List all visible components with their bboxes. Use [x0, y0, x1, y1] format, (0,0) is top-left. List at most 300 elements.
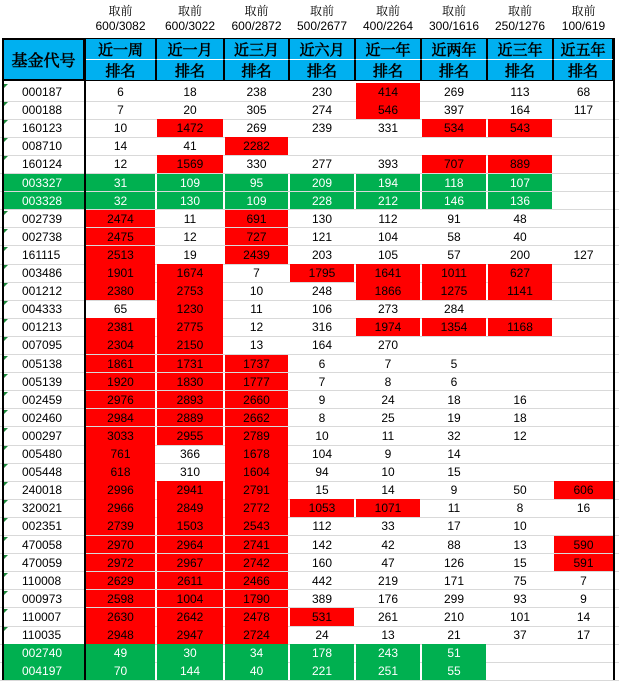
rank-cell[interactable]: 48 — [513, 211, 527, 226]
rank-cell[interactable] — [488, 300, 552, 318]
rank-cell[interactable] — [554, 300, 613, 318]
rank-cell[interactable]: 691 — [225, 210, 288, 228]
rank-cell[interactable]: 3033 — [86, 427, 155, 445]
rank-cell[interactable]: 238 — [246, 85, 267, 99]
rank-cell[interactable]: 113 — [510, 85, 530, 99]
rank-cell[interactable]: 41 — [183, 139, 197, 154]
rank-cell[interactable]: 2475 — [86, 228, 155, 246]
rank-cell[interactable]: 1901 — [86, 264, 155, 282]
rank-cell[interactable]: 126 — [443, 555, 465, 570]
rank-cell[interactable]: 305 — [246, 103, 267, 118]
table-row[interactable] — [0, 137, 619, 155]
rank-cell[interactable]: 2966 — [86, 499, 155, 517]
table-row[interactable] — [0, 318, 619, 336]
rank-cell[interactable]: 284 — [443, 302, 465, 317]
rank-cell[interactable]: 1503 — [157, 517, 223, 535]
rank-cell[interactable]: 618 — [86, 463, 155, 481]
rank-cell[interactable]: 1731 — [157, 355, 223, 373]
rank-cell[interactable]: 2972 — [86, 554, 155, 572]
rank-cell[interactable]: 32 — [447, 428, 461, 443]
rank-cell[interactable]: 2753 — [157, 282, 223, 300]
rank-cell[interactable]: 414 — [356, 83, 420, 101]
rank-cell[interactable]: 12 — [113, 157, 128, 172]
table-row[interactable] — [0, 264, 619, 282]
rank-cell[interactable]: 14 — [381, 483, 395, 498]
rank-cell[interactable]: 176 — [377, 591, 399, 606]
rank-cell[interactable]: 112 — [312, 519, 332, 534]
rank-cell[interactable]: 2742 — [225, 554, 288, 572]
rank-cell[interactable]: 7 — [253, 266, 260, 280]
rank-cell[interactable] — [554, 391, 613, 409]
rank-cell[interactable]: 106 — [311, 302, 333, 317]
header-period[interactable]: 近一月 — [156, 38, 224, 60]
table-row[interactable] — [0, 409, 619, 427]
rank-cell[interactable]: 19 — [183, 247, 197, 262]
rank-cell[interactable]: 1795 — [290, 264, 354, 282]
table-row[interactable] — [0, 119, 619, 137]
rank-cell[interactable] — [554, 644, 613, 662]
rank-cell[interactable]: 16 — [513, 392, 527, 407]
rank-cell[interactable]: 2964 — [157, 536, 223, 554]
rank-cell[interactable]: 95 — [225, 174, 288, 192]
rank-cell[interactable]: 591 — [554, 554, 613, 572]
rank-cell[interactable]: 10 — [113, 121, 128, 136]
rank-cell[interactable]: 228 — [290, 192, 354, 210]
rank-cell[interactable]: 2642 — [157, 608, 223, 626]
rank-cell[interactable]: 6 — [318, 356, 326, 371]
rank-cell[interactable]: 33 — [381, 519, 395, 534]
rank-cell[interactable]: 2150 — [157, 336, 223, 354]
rank-cell[interactable]: 2598 — [86, 590, 155, 608]
rank-cell[interactable] — [422, 336, 486, 354]
rank-cell[interactable]: 2948 — [86, 626, 155, 644]
rank-cell[interactable]: 11 — [447, 501, 461, 516]
rank-cell[interactable]: 1974 — [356, 318, 420, 336]
rank-cell[interactable] — [554, 210, 613, 228]
rank-cell[interactable]: 34 — [225, 644, 288, 662]
rank-cell[interactable]: 51 — [422, 644, 486, 662]
rank-cell[interactable]: 14 — [576, 609, 591, 624]
rank-cell[interactable]: 2791 — [225, 481, 288, 499]
rank-cell[interactable] — [554, 336, 613, 354]
rank-cell[interactable] — [554, 228, 613, 246]
rank-cell[interactable]: 1861 — [86, 355, 155, 373]
table-row[interactable] — [0, 336, 619, 354]
table-row[interactable] — [0, 572, 619, 590]
rank-cell[interactable]: 2996 — [86, 481, 155, 499]
rank-cell[interactable]: 57 — [447, 247, 461, 262]
rank-cell[interactable] — [488, 355, 552, 373]
table-row[interactable] — [0, 662, 619, 680]
rank-cell[interactable]: 8 — [516, 501, 524, 516]
rank-cell[interactable]: 627 — [488, 264, 552, 282]
rank-cell[interactable] — [554, 463, 613, 481]
rank-cell[interactable]: 270 — [377, 338, 399, 353]
rank-cell[interactable]: 10 — [315, 428, 329, 443]
rank-cell[interactable]: 107 — [488, 174, 552, 192]
rank-cell[interactable]: 10 — [249, 284, 264, 299]
rank-cell[interactable]: 2304 — [86, 336, 155, 354]
rank-cell[interactable]: 1472 — [157, 119, 223, 137]
rank-cell[interactable] — [356, 137, 420, 155]
rank-cell[interactable]: 14 — [113, 139, 128, 154]
rank-cell[interactable]: 707 — [422, 155, 486, 173]
rank-cell[interactable] — [554, 517, 613, 535]
rank-cell[interactable]: 42 — [381, 537, 395, 552]
rank-cell[interactable]: 2724 — [225, 626, 288, 644]
rank-cell[interactable]: 269 — [443, 85, 465, 99]
rank-cell[interactable]: 2849 — [157, 499, 223, 517]
rank-cell[interactable]: 2893 — [157, 391, 223, 409]
rank-cell[interactable]: 30 — [157, 644, 223, 662]
rank-cell[interactable]: 88 — [447, 537, 461, 552]
rank-cell[interactable]: 70 — [86, 662, 155, 680]
rank-cell[interactable]: 1641 — [356, 264, 420, 282]
rank-cell[interactable]: 274 — [311, 103, 333, 118]
rank-cell[interactable]: 1678 — [225, 445, 288, 463]
rank-cell[interactable]: 889 — [488, 155, 552, 173]
rank-cell[interactable]: 117 — [573, 103, 594, 118]
table-row[interactable] — [0, 155, 619, 173]
rank-cell[interactable]: 6 — [450, 374, 458, 389]
rank-cell[interactable]: 91 — [447, 211, 461, 226]
table-row[interactable] — [0, 83, 619, 101]
table-row[interactable] — [0, 174, 619, 192]
rank-cell[interactable]: 37 — [513, 628, 527, 642]
rank-cell[interactable] — [488, 137, 552, 155]
rank-cell[interactable]: 7 — [117, 103, 124, 118]
rank-cell[interactable]: 104 — [311, 447, 333, 461]
rank-cell[interactable]: 389 — [311, 591, 333, 606]
rank-cell[interactable]: 219 — [377, 573, 399, 588]
rank-cell[interactable]: 160 — [311, 555, 333, 570]
header-period[interactable]: 近一周 — [85, 38, 156, 60]
rank-cell[interactable]: 2513 — [86, 246, 155, 264]
table-row[interactable] — [0, 192, 619, 210]
rank-cell[interactable]: 49 — [86, 644, 155, 662]
rank-cell[interactable]: 2970 — [86, 536, 155, 554]
rank-cell[interactable]: 12 — [249, 320, 264, 335]
rank-cell[interactable]: 727 — [225, 228, 288, 246]
rank-cell[interactable] — [554, 137, 613, 155]
rank-cell[interactable]: 94 — [315, 465, 329, 480]
rank-cell[interactable]: 15 — [315, 483, 329, 498]
table-row[interactable] — [0, 445, 619, 463]
rank-cell[interactable]: 8 — [384, 374, 392, 389]
rank-cell[interactable]: 310 — [179, 465, 201, 480]
rank-cell[interactable]: 366 — [179, 447, 201, 461]
rank-cell[interactable]: 1737 — [225, 355, 288, 373]
rank-cell[interactable]: 13 — [513, 537, 527, 552]
rank-cell[interactable]: 10 — [381, 465, 395, 480]
rank-cell[interactable] — [488, 445, 552, 463]
table-row[interactable] — [0, 463, 619, 481]
rank-cell[interactable]: 18 — [513, 410, 527, 425]
rank-cell[interactable] — [554, 427, 613, 445]
rank-cell[interactable] — [422, 137, 486, 155]
rank-cell[interactable]: 9 — [318, 392, 326, 407]
rank-cell[interactable]: 171 — [443, 573, 465, 588]
rank-cell[interactable]: 2955 — [157, 427, 223, 445]
rank-cell[interactable]: 11 — [381, 428, 395, 443]
rank-cell[interactable]: 18 — [447, 392, 461, 407]
rank-cell[interactable]: 1141 — [488, 282, 552, 300]
rank-cell[interactable]: 2282 — [225, 137, 288, 155]
rank-cell[interactable]: 2947 — [157, 626, 223, 644]
rank-cell[interactable]: 243 — [356, 644, 420, 662]
rank-cell[interactable]: 534 — [422, 119, 486, 137]
rank-cell[interactable]: 17 — [576, 628, 591, 642]
rank-cell[interactable]: 1604 — [225, 463, 288, 481]
rank-cell[interactable]: 2381 — [86, 318, 155, 336]
table-row[interactable] — [0, 427, 619, 445]
rank-cell[interactable]: 112 — [378, 211, 398, 226]
table-row[interactable] — [0, 282, 619, 300]
header-period[interactable]: 近三月 — [224, 38, 289, 60]
rank-cell[interactable] — [488, 644, 552, 662]
rank-cell[interactable]: 761 — [86, 445, 155, 463]
rank-cell[interactable]: 65 — [113, 302, 128, 317]
rank-cell[interactable]: 12 — [183, 229, 197, 244]
rank-cell[interactable]: 40 — [513, 229, 527, 244]
rank-cell[interactable]: 2474 — [86, 210, 155, 228]
rank-cell[interactable] — [554, 119, 613, 137]
table-row[interactable] — [0, 210, 619, 228]
rank-cell[interactable]: 55 — [422, 662, 486, 680]
table-row[interactable] — [0, 101, 619, 119]
rank-cell[interactable]: 2380 — [86, 282, 155, 300]
rank-cell[interactable] — [554, 264, 613, 282]
rank-cell[interactable]: 31 — [86, 174, 155, 192]
rank-cell[interactable]: 164 — [509, 103, 531, 118]
rank-cell[interactable]: 590 — [554, 536, 613, 554]
rank-cell[interactable]: 1790 — [225, 590, 288, 608]
rank-cell[interactable]: 277 — [311, 157, 333, 172]
table-row[interactable] — [0, 608, 619, 626]
rank-cell[interactable]: 1004 — [157, 590, 223, 608]
rank-cell[interactable] — [290, 137, 354, 155]
rank-cell[interactable]: 68 — [576, 85, 591, 99]
rank-cell[interactable]: 6 — [117, 85, 124, 99]
rank-cell[interactable]: 16 — [576, 501, 591, 516]
rank-cell[interactable]: 212 — [356, 192, 420, 210]
rank-cell[interactable]: 7 — [318, 374, 326, 389]
table-row[interactable] — [0, 644, 619, 662]
rank-cell[interactable]: 299 — [443, 591, 465, 606]
rank-cell[interactable]: 248 — [311, 284, 333, 299]
table-row[interactable] — [0, 355, 619, 373]
rank-cell[interactable] — [554, 409, 613, 427]
rank-cell[interactable]: 543 — [488, 119, 552, 137]
rank-cell[interactable] — [554, 445, 613, 463]
rank-cell[interactable]: 8 — [318, 410, 326, 425]
rank-cell[interactable]: 130 — [157, 192, 223, 210]
table-row[interactable] — [0, 499, 619, 517]
rank-cell[interactable]: 209 — [290, 174, 354, 192]
rank-cell[interactable]: 2439 — [225, 246, 288, 264]
rank-cell[interactable]: 40 — [225, 662, 288, 680]
table-row[interactable] — [0, 517, 619, 535]
rank-cell[interactable]: 1920 — [86, 373, 155, 391]
header-period[interactable]: 近六月 — [289, 38, 355, 60]
rank-cell[interactable]: 2967 — [157, 554, 223, 572]
rank-cell[interactable]: 17 — [447, 519, 461, 534]
rank-cell[interactable]: 442 — [311, 573, 333, 588]
rank-cell[interactable]: 531 — [290, 608, 354, 626]
rank-cell[interactable] — [488, 662, 552, 680]
rank-cell[interactable]: 9 — [450, 483, 458, 498]
rank-cell[interactable]: 15 — [513, 555, 527, 570]
rank-cell[interactable]: 2976 — [86, 391, 155, 409]
rank-cell[interactable]: 7 — [384, 356, 392, 371]
rank-cell[interactable] — [554, 373, 613, 391]
rank-cell[interactable]: 273 — [377, 302, 399, 317]
rank-cell[interactable]: 1168 — [488, 318, 552, 336]
rank-cell[interactable]: 1275 — [422, 282, 486, 300]
rank-cell[interactable] — [554, 282, 613, 300]
rank-cell[interactable]: 13 — [381, 628, 395, 642]
rank-cell[interactable]: 14 — [447, 447, 461, 461]
rank-cell[interactable] — [554, 155, 613, 173]
rank-cell[interactable]: 1053 — [290, 499, 354, 517]
rank-cell[interactable] — [554, 662, 613, 680]
rank-cell[interactable]: 1011 — [422, 264, 486, 282]
rank-cell[interactable]: 10 — [513, 519, 527, 534]
rank-cell[interactable]: 2775 — [157, 318, 223, 336]
rank-cell[interactable]: 164 — [311, 338, 333, 353]
rank-cell[interactable]: 1354 — [422, 318, 486, 336]
rank-cell[interactable]: 2984 — [86, 409, 155, 427]
rank-cell[interactable]: 15 — [447, 465, 461, 480]
rank-cell[interactable]: 261 — [377, 609, 399, 624]
table-row[interactable] — [0, 554, 619, 572]
rank-cell[interactable]: 104 — [377, 229, 399, 244]
rank-cell[interactable]: 239 — [311, 121, 333, 136]
rank-cell[interactable]: 75 — [513, 573, 527, 588]
rank-cell[interactable]: 393 — [377, 157, 399, 172]
rank-cell[interactable]: 9 — [580, 591, 587, 606]
rank-cell[interactable]: 2741 — [225, 536, 288, 554]
rank-cell[interactable] — [554, 192, 613, 210]
rank-cell[interactable]: 20 — [183, 103, 197, 118]
table-row[interactable] — [0, 536, 619, 554]
rank-cell[interactable]: 2739 — [86, 517, 155, 535]
rank-cell[interactable]: 13 — [249, 338, 264, 353]
rank-cell[interactable]: 21 — [447, 628, 461, 642]
rank-cell[interactable]: 146 — [422, 192, 486, 210]
rank-cell[interactable]: 1230 — [157, 300, 223, 318]
table-row[interactable] — [0, 228, 619, 246]
table-row[interactable] — [0, 481, 619, 499]
rank-cell[interactable]: 127 — [573, 247, 594, 262]
table-row[interactable] — [0, 246, 619, 264]
rank-cell[interactable]: 606 — [554, 481, 613, 499]
rank-cell[interactable]: 1777 — [225, 373, 288, 391]
table-row[interactable] — [0, 626, 619, 644]
rank-cell[interactable]: 11 — [250, 302, 263, 317]
rank-cell[interactable]: 50 — [513, 483, 527, 498]
rank-cell[interactable]: 2662 — [225, 409, 288, 427]
rank-cell[interactable]: 2478 — [225, 608, 288, 626]
rank-cell[interactable]: 1569 — [157, 155, 223, 173]
rank-cell[interactable]: 2660 — [225, 391, 288, 409]
rank-cell[interactable]: 1071 — [356, 499, 420, 517]
table-row[interactable] — [0, 300, 619, 318]
rank-cell[interactable]: 331 — [377, 121, 399, 136]
rank-cell[interactable]: 194 — [356, 174, 420, 192]
rank-cell[interactable]: 1830 — [157, 373, 223, 391]
rank-cell[interactable]: 130 — [311, 211, 333, 226]
rank-cell[interactable]: 316 — [311, 320, 333, 335]
rank-cell[interactable]: 200 — [509, 247, 531, 262]
rank-cell[interactable]: 9 — [384, 447, 392, 461]
rank-cell[interactable]: 251 — [356, 662, 420, 680]
rank-cell[interactable]: 2611 — [157, 572, 223, 590]
rank-cell[interactable]: 2772 — [225, 499, 288, 517]
header-period[interactable]: 近三年 — [487, 38, 553, 60]
rank-cell[interactable]: 203 — [311, 247, 333, 262]
rank-cell[interactable]: 101 — [509, 609, 531, 624]
rank-cell[interactable]: 58 — [447, 229, 461, 244]
rank-cell[interactable]: 24 — [315, 628, 329, 642]
table-row[interactable] — [0, 590, 619, 608]
rank-cell[interactable]: 2630 — [86, 608, 155, 626]
rank-cell[interactable] — [488, 463, 552, 481]
rank-cell[interactable]: 18 — [183, 85, 197, 99]
rank-cell[interactable]: 12 — [513, 428, 527, 443]
rank-cell[interactable]: 25 — [381, 410, 395, 425]
table-row[interactable] — [0, 391, 619, 409]
rank-cell[interactable]: 5 — [450, 356, 458, 371]
rank-cell[interactable]: 109 — [157, 174, 223, 192]
rank-cell[interactable]: 7 — [580, 573, 587, 588]
rank-cell[interactable]: 230 — [311, 85, 333, 99]
rank-cell[interactable]: 32 — [86, 192, 155, 210]
rank-cell[interactable]: 330 — [246, 157, 267, 172]
rank-cell[interactable]: 105 — [377, 247, 399, 262]
rank-cell[interactable]: 2466 — [225, 572, 288, 590]
table-row[interactable] — [0, 373, 619, 391]
rank-cell[interactable]: 121 — [311, 229, 333, 244]
rank-cell[interactable]: 109 — [225, 192, 288, 210]
rank-cell[interactable]: 221 — [290, 662, 354, 680]
header-period[interactable]: 近一年 — [355, 38, 421, 60]
rank-cell[interactable]: 2789 — [225, 427, 288, 445]
rank-cell[interactable]: 1674 — [157, 264, 223, 282]
rank-cell[interactable]: 269 — [246, 121, 267, 136]
rank-cell[interactable]: 144 — [157, 662, 223, 680]
rank-cell[interactable]: 142 — [311, 537, 333, 552]
rank-cell[interactable] — [554, 318, 613, 336]
rank-cell[interactable]: 24 — [381, 392, 395, 407]
header-period[interactable]: 近五年 — [553, 38, 614, 60]
rank-cell[interactable]: 93 — [513, 591, 527, 606]
rank-cell[interactable]: 47 — [381, 555, 395, 570]
rank-cell[interactable]: 397 — [443, 103, 465, 118]
rank-cell[interactable]: 210 — [443, 609, 465, 624]
rank-cell[interactable] — [554, 174, 613, 192]
rank-cell[interactable]: 1866 — [356, 282, 420, 300]
rank-cell[interactable]: 118 — [422, 174, 486, 192]
rank-cell[interactable] — [554, 355, 613, 373]
rank-cell[interactable]: 136 — [488, 192, 552, 210]
rank-cell[interactable]: 11 — [183, 211, 197, 226]
header-period[interactable]: 近两年 — [421, 38, 487, 60]
rank-cell[interactable] — [488, 373, 552, 391]
rank-cell[interactable]: 2941 — [157, 481, 223, 499]
rank-cell[interactable]: 19 — [447, 410, 461, 425]
rank-cell[interactable]: 2889 — [157, 409, 223, 427]
